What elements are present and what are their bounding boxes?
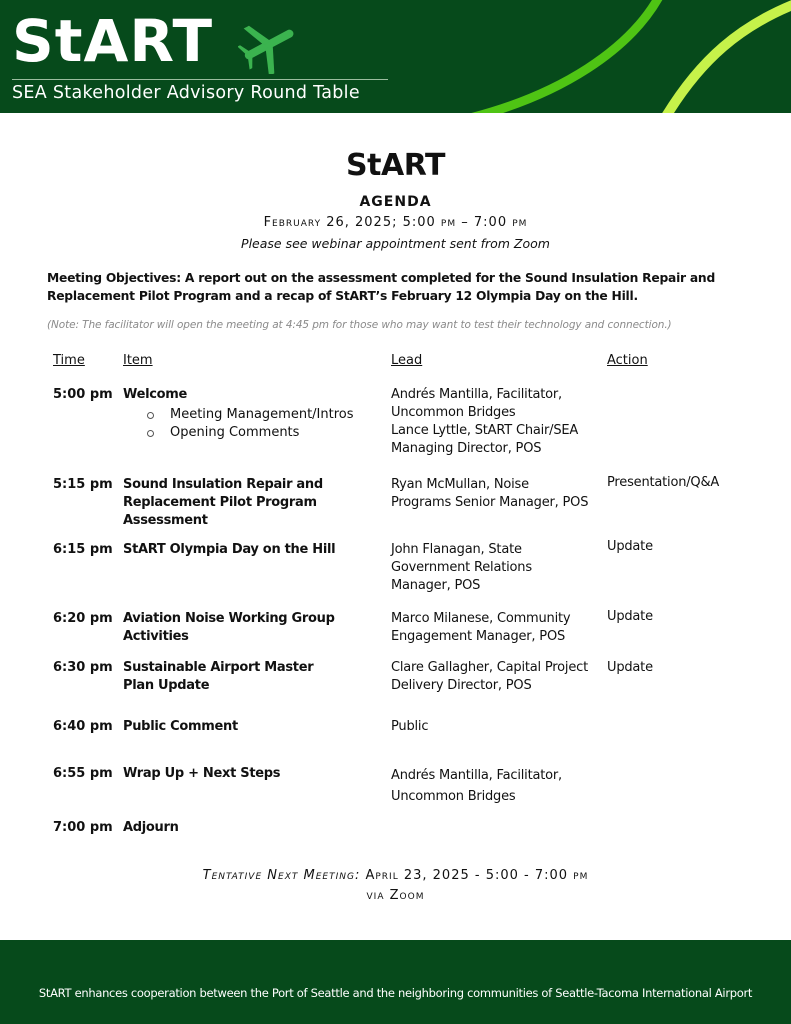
logo-divider [12,79,388,80]
column-header-time: Time [53,353,85,368]
arc-light-green [665,2,791,113]
row-lead: Public [391,719,429,734]
row-item [123,386,385,442]
sub-item-list [123,406,385,442]
circle-bullet-icon [147,430,154,437]
row-time: 6:20 pm [53,611,113,626]
meeting-objectives: Meeting Objectives: A report out on the assessment completed for the Sound Insulation Repair and Replacement Pilot Program and a recap of StART’s February 12 Olympia Day on the Hill. [47,271,715,303]
next-meeting-line [0,866,791,886]
agenda-label: AGENDA [359,194,432,210]
next-meeting-venue: via Zoom [366,888,425,903]
row-lead: Clare Gallagher, Capital Project Delivery Director, POS [391,660,588,693]
meeting-date: February 26, 2025; 5:00 pm – 7:00 pm [263,215,528,230]
row-time: 5:15 pm [53,477,113,492]
row-item: Aviation Noise Working Group Activities [123,611,335,644]
row-time: 7:00 pm [53,820,113,835]
row-time: 6:15 pm [53,542,113,557]
row-lead: Ryan McMullan, Noise Programs Senior Manager, POS [391,477,589,510]
logo-wordmark: StART [12,7,214,75]
airplane-icon [238,14,302,74]
column-header-action: Action [607,353,648,368]
sub-item: Opening Comments [123,424,385,442]
row-item: Sound Insulation Repair and Replacement Pilot Program Assessment [123,477,323,528]
row-action: Presentation/Q&A [607,475,720,490]
sub-item: Meeting Management/Intros [123,406,385,424]
row-item: Public Comment [123,719,238,734]
row-action: Update [607,609,653,624]
arc-dark-green [470,0,660,113]
row-item: StART Olympia Day on the Hill [123,542,336,557]
footer-text: StART enhances cooperation between the Port of Seattle and the neighboring communities of Seattle-Tacoma International Airport [38,986,753,1000]
next-meeting [0,866,791,906]
logo-subtitle: SEA Stakeholder Advisory Round Table [12,83,360,103]
row-lead: Andrés Mantilla, Facilitator, Uncommon Bridges Lance Lyttle, StART Chair/SEA Managing Director, POS [391,387,579,456]
row-action: Update [607,660,653,675]
row-item: Adjourn [123,820,179,835]
row-time: 6:40 pm [53,719,113,734]
circle-bullet-icon [147,412,154,419]
facilitator-note: (Note: The facilitator will open the meeting at 4:45 pm for those who may want to test their technology and connection.) [47,319,672,331]
row-time: 5:00 pm [53,387,113,402]
next-meeting-label: Tentative Next Meeting: [202,868,361,883]
footer-banner [0,940,791,1024]
row-lead: Marco Milanese, Community Engagement Manager, POS [391,611,571,644]
row-lead: Andrés Mantilla, Facilitator, Uncommon Bridges [391,768,562,804]
row-lead: John Flanagan, State Government Relations Manager, POS [391,542,532,593]
row-item-title: Welcome [123,387,188,402]
column-header-lead: Lead [391,353,423,368]
next-meeting-details: April 23, 2025 - 5:00 - 7:00 pm [365,868,589,883]
zoom-note: Please see webinar appointment sent from Zoom [241,236,550,251]
column-header-item: Item [123,353,153,368]
row-time: 6:30 pm [53,660,113,675]
row-item: Wrap Up + Next Steps [123,766,281,781]
row-action: Update [607,539,653,554]
row-item: Sustainable Airport Master Plan Update [123,660,314,693]
row-time: 6:55 pm [53,766,113,781]
header-banner [0,0,791,113]
document-title: StART [346,148,445,183]
